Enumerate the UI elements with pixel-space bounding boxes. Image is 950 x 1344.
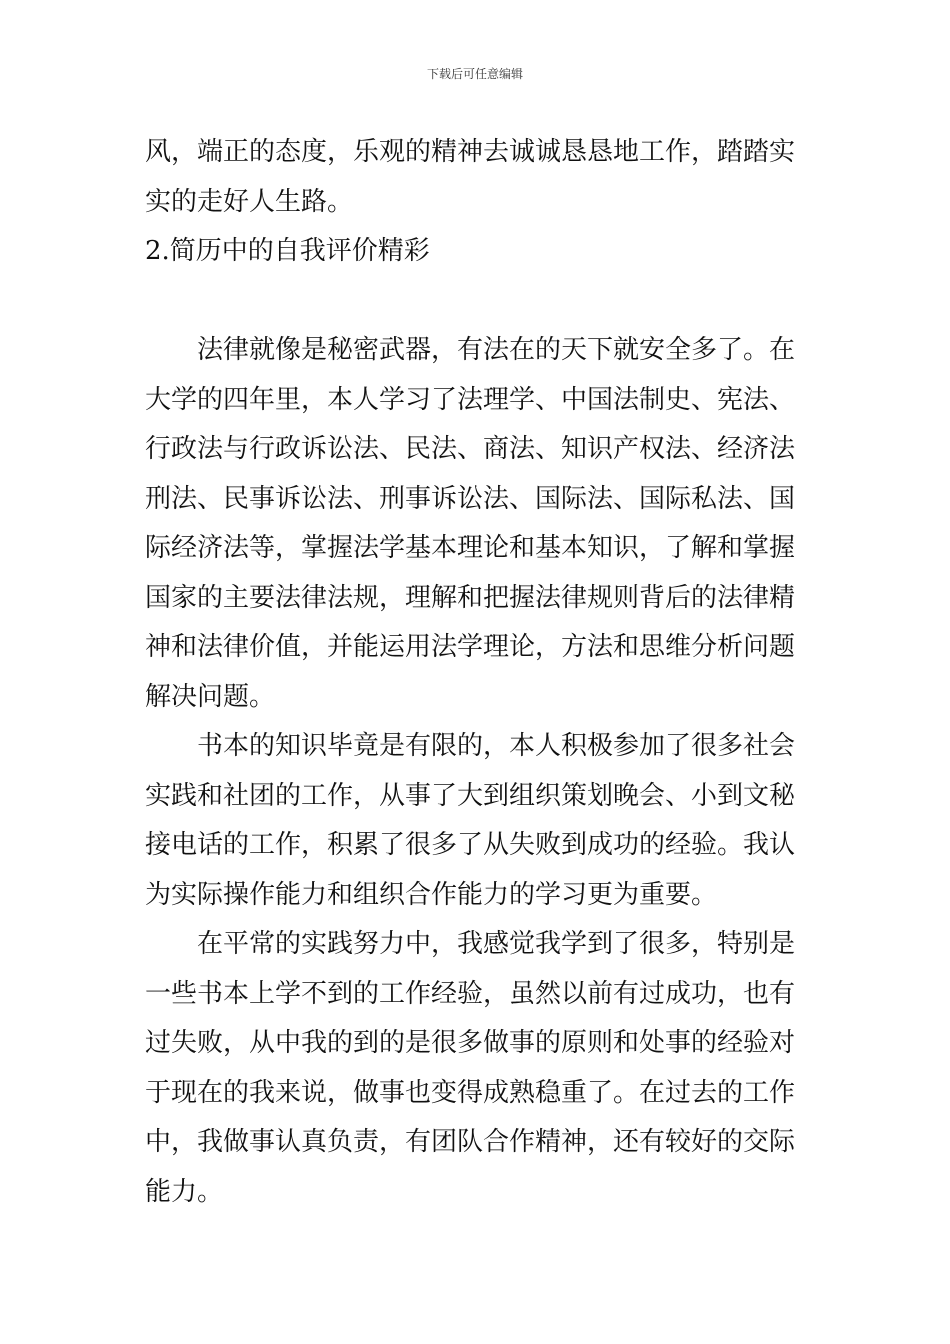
text-line: 解决问题。	[145, 681, 276, 712]
text-line: 国家的主要法律法规，理解和把握法律规则背后的法律精	[145, 582, 796, 613]
text-line: 行政法与行政诉讼法、民法、商法、知识产权法、经济法	[145, 434, 796, 464]
text-line: 为实际操作能力和组织合作能力的学习更为重要。	[145, 879, 718, 910]
text-line: 际经济法等，掌握法学基本理论和基本知识，了解和掌握	[145, 533, 796, 563]
text-line: 实践和社团的工作，从事了大到组织策划晚会、小到文秘	[145, 780, 796, 811]
text-line: 实的走好人生路。	[145, 186, 354, 217]
text-line: 中，我做事认真负责，有团队合作精神，还有较好的交际	[145, 1127, 796, 1157]
text-line: 于现在的我来说，做事也变得成熟稳重了。在过去的工作	[145, 1077, 796, 1108]
text-line: 接电话的工作，积累了很多了从失败到成功的经验。我认	[145, 830, 796, 860]
paragraph-first-line: 法律就像是秘密武器，有法在的天下就安全多了。在	[197, 335, 796, 365]
paragraph-first-line: 书本的知识毕竟是有限的，本人积极参加了很多社会	[197, 731, 796, 761]
text-line: 过失败，从中我的到的是很多做事的原则和处事的经验对	[145, 1028, 796, 1058]
text-line: 神和法律价值，并能运用法学理论，方法和思维分析问题	[145, 632, 796, 662]
paragraph-first-line: 在平常的实践努力中，我感觉我学到了很多，特别是	[197, 929, 796, 959]
text-line: 刑法、民事诉讼法、刑事诉讼法、国际法、国际私法、国	[145, 483, 796, 514]
document-body	[145, 128, 807, 1217]
section-heading: 2.简历中的自我评价精彩	[145, 236, 430, 266]
text-line: 大学的四年里，本人学习了法理学、中国法制史、宪法、	[145, 384, 796, 415]
text-line: 能力。	[145, 1176, 224, 1207]
header-note: 下载后可任意编辑	[426, 67, 523, 81]
text-line: 风，端正的态度，乐观的精神去诚诚恳恳地工作，踏踏实	[145, 137, 796, 167]
text-line: 一些书本上学不到的工作经验，虽然以前有过成功，也有	[145, 978, 796, 1009]
blank-line	[145, 277, 807, 327]
